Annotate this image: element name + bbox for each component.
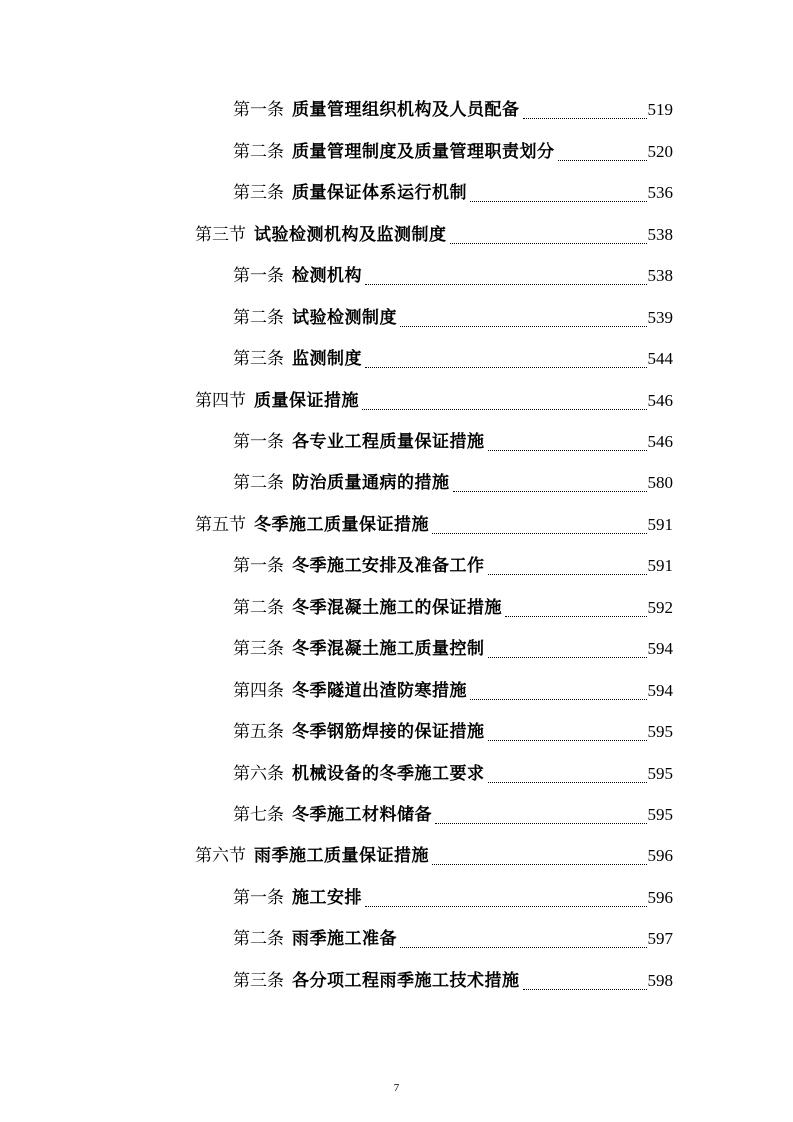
- toc-entry-page: 594: [647, 639, 673, 658]
- toc-entry-title: 雨季施工质量保证措施: [254, 846, 429, 866]
- toc-entry-page: 546: [647, 391, 673, 410]
- toc-entry-title: 冬季施工材料储备: [292, 805, 432, 825]
- toc-dot-leader: [488, 736, 647, 741]
- toc-entry-page: 592: [647, 598, 673, 617]
- toc-entry-page: 596: [647, 888, 673, 907]
- toc-entry-page: 536: [647, 183, 673, 202]
- toc-entry-title: 质量管理组织机构及人员配备: [292, 100, 520, 120]
- toc-entry-page: 595: [647, 722, 673, 741]
- toc-entry-number: 第四节: [195, 391, 246, 411]
- toc-entry-page: 538: [647, 225, 673, 244]
- toc-entry-title: 质量管理制度及质量管理职责划分: [292, 142, 555, 162]
- toc-entry-number: 第二条: [233, 142, 284, 162]
- toc-entry[interactable]: [195, 220, 673, 250]
- toc-entry-title: 冬季混凝土施工质量控制: [292, 639, 485, 659]
- toc-dot-leader: [453, 487, 647, 492]
- toc-entry-title: 机械设备的冬季施工要求: [292, 764, 485, 784]
- toc-dot-leader: [488, 570, 647, 575]
- toc-dot-leader: [365, 280, 647, 285]
- toc-dot-leader: [432, 529, 647, 534]
- toc-entry-title: 防治质量通病的措施: [292, 473, 450, 493]
- toc-entry[interactable]: [233, 883, 673, 913]
- toc-entry[interactable]: [233, 303, 673, 333]
- toc-dot-leader: [400, 322, 647, 327]
- toc-entry-page: 546: [647, 432, 673, 451]
- toc-entry-title: 试验检测机构及监测制度: [254, 225, 447, 245]
- toc-entry-number: 第五条: [233, 722, 284, 742]
- toc-entry-title: 质量保证措施: [254, 391, 359, 411]
- toc-entry-number: 第六条: [233, 764, 284, 784]
- toc-entry-title: 质量保证体系运行机制: [292, 183, 467, 203]
- toc-entry[interactable]: [195, 510, 673, 540]
- toc-entry[interactable]: [233, 468, 673, 498]
- toc-entry[interactable]: [233, 593, 673, 623]
- toc-entry-number: 第二条: [233, 473, 284, 493]
- toc-entry[interactable]: [233, 924, 673, 954]
- toc-entry-number: 第五节: [195, 515, 246, 535]
- toc-entry[interactable]: [233, 427, 673, 457]
- toc-dot-leader: [505, 612, 647, 617]
- toc-entry-page: 591: [647, 515, 673, 534]
- toc-dot-leader: [523, 114, 647, 119]
- toc-entry-page: 591: [647, 556, 673, 575]
- toc-entry-title: 各分项工程雨季施工技术措施: [292, 971, 520, 991]
- toc-entry[interactable]: [233, 551, 673, 581]
- toc-entry-number: 第一条: [233, 432, 284, 452]
- toc-entry[interactable]: [233, 344, 673, 374]
- toc-dot-leader: [432, 860, 647, 865]
- toc-entry-title: 冬季施工安排及准备工作: [292, 556, 485, 576]
- toc-entry[interactable]: [233, 137, 673, 167]
- toc-entry[interactable]: [233, 634, 673, 664]
- toc-entry-number: 第三条: [233, 349, 284, 369]
- toc-dot-leader: [488, 653, 647, 658]
- toc-dot-leader: [435, 819, 647, 824]
- toc-entry[interactable]: [233, 261, 673, 291]
- toc-entry[interactable]: [233, 95, 673, 125]
- toc-entry-number: 第四条: [233, 681, 284, 701]
- toc-entry-number: 第七条: [233, 805, 284, 825]
- toc-entry-title: 冬季施工质量保证措施: [254, 515, 429, 535]
- toc-entry-number: 第六节: [195, 846, 246, 866]
- toc-entry-number: 第二条: [233, 598, 284, 618]
- toc-entry-title: 冬季隧道出渣防寒措施: [292, 681, 467, 701]
- toc-entry-page: 595: [647, 805, 673, 824]
- toc-entry[interactable]: [233, 676, 673, 706]
- toc-entry[interactable]: [195, 386, 673, 416]
- toc-entry[interactable]: [233, 800, 673, 830]
- toc-entry-page: 539: [647, 308, 673, 327]
- toc-entry-page: 595: [647, 764, 673, 783]
- toc-entry-title: 各专业工程质量保证措施: [292, 432, 485, 452]
- toc-entry-title: 施工安排: [292, 888, 362, 908]
- toc-entry-number: 第一条: [233, 100, 284, 120]
- toc-dot-leader: [558, 156, 647, 161]
- toc-dot-leader: [362, 405, 647, 410]
- toc-entry-number: 第二条: [233, 929, 284, 949]
- toc-dot-leader: [450, 239, 647, 244]
- toc-entry[interactable]: [195, 841, 673, 871]
- toc-dot-leader: [365, 902, 647, 907]
- toc-dot-leader: [488, 778, 647, 783]
- toc-entry-title: 试验检测制度: [292, 308, 397, 328]
- toc-entry-page: 520: [647, 142, 673, 161]
- toc-entry-number: 第一条: [233, 266, 284, 286]
- toc-entry-number: 第三条: [233, 183, 284, 203]
- toc-dot-leader: [400, 943, 647, 948]
- toc-entry-page: 544: [647, 349, 673, 368]
- toc-entry-page: 594: [647, 681, 673, 700]
- toc-entry[interactable]: [233, 178, 673, 208]
- toc-entry-number: 第一条: [233, 888, 284, 908]
- toc-entry-title: 冬季钢筋焊接的保证措施: [292, 722, 485, 742]
- toc-entry-page: 580: [647, 473, 673, 492]
- toc-entry-title: 检测机构: [292, 266, 362, 286]
- toc-entry-page: 598: [647, 971, 673, 990]
- toc-entry-title: 雨季施工准备: [292, 929, 397, 949]
- toc-entry[interactable]: [233, 717, 673, 747]
- toc-dot-leader: [470, 197, 647, 202]
- toc-dot-leader: [365, 363, 647, 368]
- page-number: 7: [393, 1082, 400, 1094]
- toc-dot-leader: [523, 985, 647, 990]
- toc-entry-page: 596: [647, 846, 673, 865]
- toc-entry-page: 519: [647, 100, 673, 119]
- toc-entry[interactable]: [233, 759, 673, 789]
- toc-entry-title: 冬季混凝土施工的保证措施: [292, 598, 502, 618]
- toc-dot-leader: [488, 446, 647, 451]
- toc-entry[interactable]: [233, 966, 673, 996]
- toc-entry-number: 第二条: [233, 308, 284, 328]
- toc-entry-number: 第一条: [233, 556, 284, 576]
- toc-dot-leader: [470, 695, 647, 700]
- toc-entry-number: 第三节: [195, 225, 246, 245]
- toc-entry-title: 监测制度: [292, 349, 362, 369]
- toc-entry-page: 538: [647, 266, 673, 285]
- toc-entry-page: 597: [647, 929, 673, 948]
- toc-entry-number: 第三条: [233, 639, 284, 659]
- toc-entry-number: 第三条: [233, 971, 284, 991]
